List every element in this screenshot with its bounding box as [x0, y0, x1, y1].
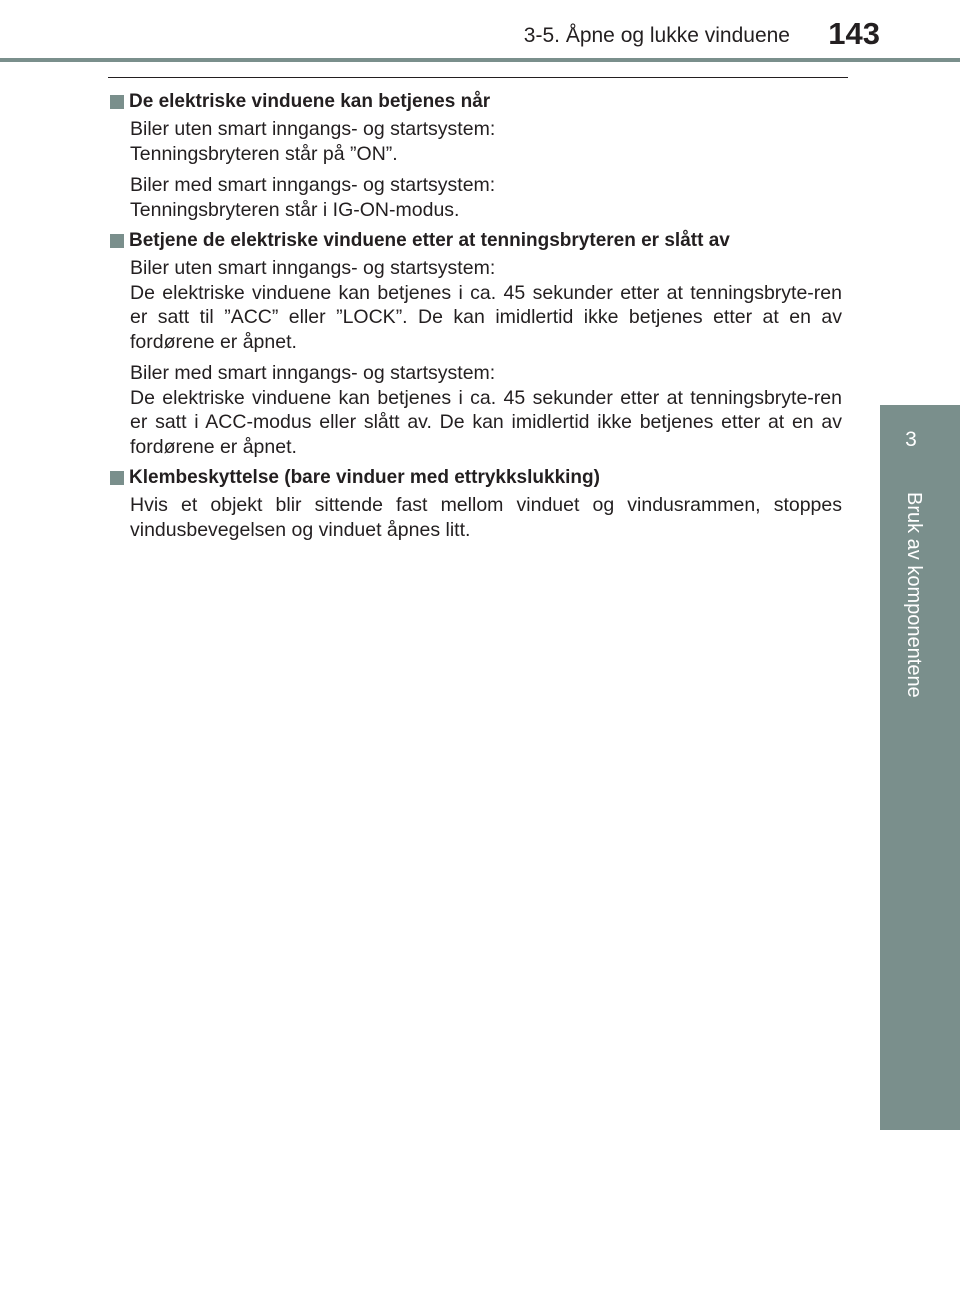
- section-heading-text: De elektriske vinduene kan betjenes når: [129, 91, 491, 112]
- paragraph-text: De elektriske vinduene kan betjenes i ca. 45 sekunder etter at tenningsbryte-ren er satt til ”ACC” eller ”LOCK”. De kan imidlertid ikke betjenes etter at en av fordørene er åpnet.: [130, 281, 842, 353]
- section-heading: [110, 466, 842, 490]
- square-bullet-icon: [110, 95, 124, 109]
- header-rule: [108, 77, 848, 78]
- section-heading-text: Klembeskyttelse (bare vinduer med ettrykkslukking): [129, 467, 600, 488]
- section-after-ignition-off: [110, 229, 842, 459]
- section-heading-text: Betjene de elektriske vinduene etter at tenningsbryteren er slått av: [129, 230, 730, 251]
- section-jam-protection: [110, 466, 842, 542]
- paragraph-text: Hvis et objekt blir sittende fast mellom vinduet og vindusrammen, stoppes vindusbevegelsen og vinduet åpnes litt.: [130, 494, 842, 541]
- section-operating-conditions: [110, 90, 842, 222]
- page-number: 143: [828, 16, 880, 51]
- section-heading: [110, 90, 842, 114]
- paragraph: [130, 493, 842, 542]
- section-heading: [110, 229, 842, 253]
- paragraph: [130, 361, 842, 459]
- paragraph-text: Tenningsbryteren står i IG-ON-modus.: [130, 198, 460, 221]
- paragraph-text: Tenningsbryteren står på ”ON”.: [130, 142, 398, 165]
- square-bullet-icon: [110, 471, 124, 485]
- page-content: [110, 90, 842, 549]
- paragraph-label: Biler uten smart inngangs- og startsystem:: [130, 118, 496, 140]
- paragraph-label: Biler uten smart inngangs- og startsystem:: [130, 257, 496, 279]
- paragraph-text: De elektriske vinduene kan betjenes i ca. 45 sekunder etter at tenningsbryte-ren er satt i ACC-modus eller slått av. De kan imidlertid ikke betjenes etter at en av fordørene er åpnet.: [130, 386, 842, 458]
- paragraph-label: Biler med smart inngangs- og startsystem:: [130, 362, 496, 384]
- chapter-number: 3: [905, 428, 917, 451]
- square-bullet-icon: [110, 234, 124, 248]
- chapter-title: Bruk av komponentene: [903, 492, 925, 698]
- paragraph: [130, 117, 842, 166]
- paragraph: [130, 256, 842, 354]
- header-bar: [0, 58, 960, 62]
- paragraph: [130, 173, 842, 222]
- section-title: 3-5. Åpne og lukke vinduene: [523, 24, 790, 47]
- paragraph-label: Biler med smart inngangs- og startsystem:: [130, 174, 496, 196]
